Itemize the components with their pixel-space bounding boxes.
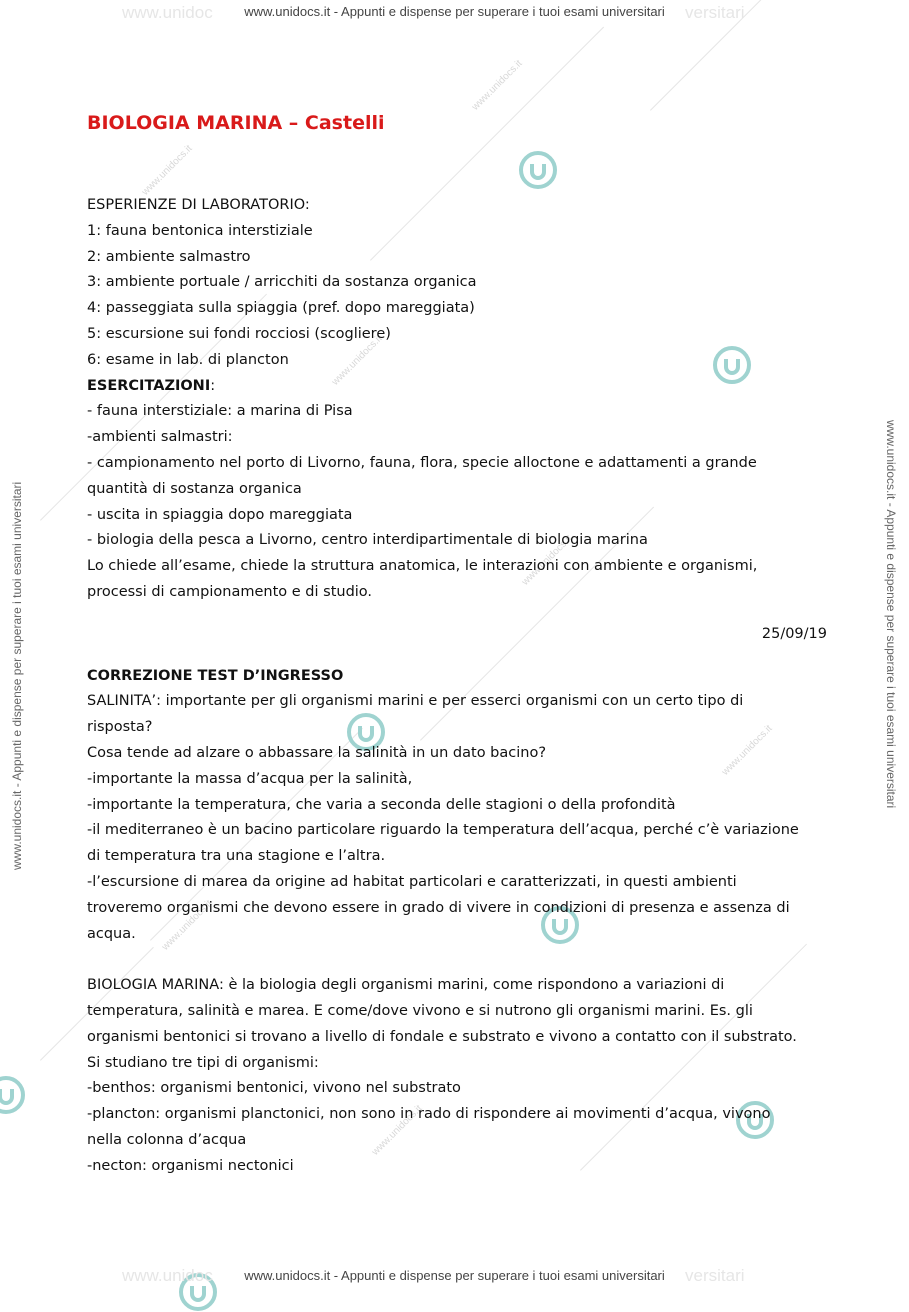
esercitazioni-item: - biologia della pesca a Livorno, centro interdipartimentale di biologia marina — [87, 532, 648, 549]
diagonal-watermark-text: www.unidocs.it — [720, 723, 775, 778]
lab-item: 6: esame in lab. di plancton — [87, 351, 289, 368]
unidocs-logo-icon — [0, 1075, 26, 1115]
lab-item: 3: ambiente portuale / arricchiti da sostanza organica — [87, 274, 477, 291]
paragraph-spacer — [87, 947, 827, 973]
diagonal-watermark-text: www.unidocs.it — [330, 333, 385, 388]
esercitazioni-item: Lo chiede all’esame, chiede la struttura anatomica, le interazioni con ambiente e organismi, — [87, 558, 758, 575]
watermark-ghost-text: www.unidoc — [122, 1266, 213, 1285]
test-line: di temperatura tra una stagione e l’altra. — [87, 848, 386, 865]
footer-watermark: www.unidocs.it - Appunti e dispense per superare i tuoi esami universitari — [244, 1268, 665, 1283]
esercitazioni-item: - fauna interstiziale: a marina di Pisa — [87, 403, 353, 420]
bio-line: -benthos: organismi bentonici, vivono nel substrato — [87, 1080, 461, 1097]
test-line: -importante la temperatura, che varia a seconda delle stagioni o della profondità — [87, 796, 676, 813]
lab-item: 2: ambiente salmastro — [87, 248, 251, 265]
lab-item: 1: fauna bentonica interstiziale — [87, 222, 313, 239]
diagonal-watermark-text: www.unidocs.it — [370, 1103, 425, 1158]
bio-line: temperatura, salinità e marea. E come/dove vivono e si nutrono gli organismi marini. Es. gli — [87, 1002, 753, 1019]
lab-item: 5: escursione sui fondi rocciosi (scogliere) — [87, 325, 391, 342]
test-line: SALINITA’: importante per gli organismi marini e per esserci organismi con un certo tipo di — [87, 693, 744, 710]
esercitazioni-item: - campionamento nel porto di Livorno, fauna, flora, specie alloctone e adattamenti a grande — [87, 454, 757, 471]
esercitazioni-header-label: ESERCITAZIONI — [87, 377, 211, 394]
lab-item: 4: passeggiata sulla spiaggia (pref. dopo mareggiata) — [87, 300, 475, 317]
header-watermark: www.unidocs.it - Appunti e dispense per superare i tuoi esami universitari — [244, 4, 665, 19]
diagonal-watermark-text: www.unidocs.it — [520, 533, 575, 588]
left-side-watermark: www.unidocs.it - Appunti e dispense per superare i tuoi esami universitari — [10, 481, 24, 870]
right-side-watermark: www.unidocs.it - Appunti e dispense per superare i tuoi esami universitari — [884, 420, 898, 809]
esercitazioni-item: processi di campionamento e di studio. — [87, 583, 373, 600]
bio-line: -plancton: organismi planctonici, non sono in rado di rispondere ai movimenti d’acqua, vivono — [87, 1106, 771, 1123]
test-section-header: CORREZIONE TEST D’INGRESSO — [87, 667, 344, 684]
watermark-ghost-text: www.unidoc — [122, 3, 213, 22]
lab-section-header: ESPERIENZE DI LABORATORIO: — [87, 197, 310, 213]
bio-line: -necton: organismi nectonici — [87, 1157, 294, 1174]
test-line: -l’escursione di marea da origine ad habitat particolari e caratterizzati, in questi ambienti — [87, 873, 737, 890]
test-line: -importante la massa d’acqua per la salinità, — [87, 770, 413, 787]
diagonal-watermark-text: www.unidocs.it — [470, 58, 525, 113]
esercitazioni-header — [87, 374, 827, 400]
esercitazioni-item: - uscita in spiaggia dopo mareggiata — [87, 506, 353, 523]
bio-line: BIOLOGIA MARINA: è la biologia degli organismi marini, come rispondono a variazioni di — [87, 977, 725, 994]
document-body — [87, 108, 827, 1179]
test-line: acqua. — [87, 925, 136, 942]
esercitazioni-header-colon: : — [210, 377, 216, 394]
test-line: troveremo organismi che devono essere in grado di vivere in condizioni di presenza e assenza di — [87, 899, 790, 916]
test-line: Cosa tende ad alzare o abbassare la salinità in un dato bacino? — [87, 744, 547, 761]
test-line: risposta? — [87, 719, 153, 736]
watermark-ghost-text: versitari — [685, 3, 745, 22]
lecture-date: 25/09/19 — [761, 625, 827, 642]
diagonal-watermark-text: www.unidocs.it — [160, 898, 215, 953]
document-title: BIOLOGIA MARINA – Castelli — [87, 112, 385, 134]
bio-line: organismi bentonici si trovano a livello di fondale e substrato e vivono a contatto con il substrato. — [87, 1028, 797, 1045]
test-line: -il mediterraneo è un bacino particolare riguardo la temperatura dell’acqua, perché c’è variazione — [87, 822, 799, 839]
esercitazioni-item: quantità di sostanza organica — [87, 480, 302, 497]
watermark-ghost-text: versitari — [685, 1266, 745, 1285]
diagonal-watermark-text: www.unidocs.it — [140, 143, 195, 198]
bio-line: Si studiano tre tipi di organismi: — [87, 1054, 319, 1071]
bio-line: nella colonna d’acqua — [87, 1131, 247, 1148]
esercitazioni-item: -ambienti salmastri: — [87, 429, 233, 446]
